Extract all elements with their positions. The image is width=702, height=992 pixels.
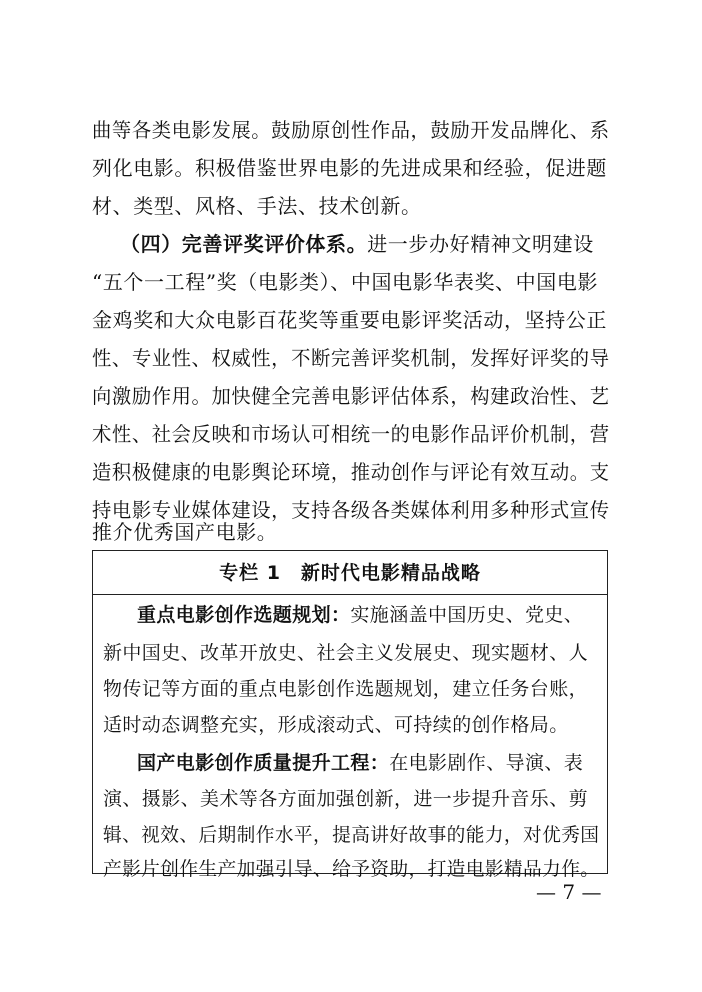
body-line: 推介优秀国产电影。 — [92, 520, 278, 544]
body-line: 列化电影。积极借鉴世界电影的先进成果和经验，促进题 — [92, 156, 607, 180]
section-4-heading: （四）完善评奖评价体系。 — [120, 232, 368, 256]
column-line: 适时动态调整充实，形成滚动式、可持续的创作格局。 — [103, 714, 569, 736]
body-line: 造积极健康的电影舆论环境，推动创作与评论有效互动。支 — [92, 460, 610, 484]
column-box-header — [93, 551, 607, 595]
column-box — [92, 550, 608, 880]
body-line: 性、专业性、权威性，不断完善评奖机制，发挥好评奖的导 — [92, 346, 610, 370]
section-4-text: 进一步办好精神文明建设 — [367, 232, 594, 256]
body-line: 曲等各类电影发展。鼓励原创性作品，鼓励开发品牌化、系 — [92, 118, 610, 142]
body-line: 金鸡奖和大众电影百花奖等重要电影评奖活动，坚持公正 — [92, 308, 607, 332]
body-line: 术性、社会反映和市场认可相统一的电影作品评价机制，营 — [92, 422, 610, 446]
column-line: 物传记等方面的重点电影创作选题规划，建立任务台账， — [103, 678, 589, 700]
column-item-1-first-line: 重点电影创作选题规划：实施涵盖中国历史、党史、 — [137, 604, 584, 626]
column-box-title: 专栏 1 新时代电影精品战略 — [219, 562, 481, 584]
section-4-first-line — [120, 232, 594, 256]
body-line: “五个一工程”奖（电影类）、中国电影华表奖、中国电影 — [92, 270, 599, 294]
page-number: — 7 — — [536, 880, 602, 904]
body-line: 材、类型、风格、手法、技术创新。 — [92, 194, 422, 218]
body-line: 持电影专业媒体建设，支持各级各类媒体利用多种形式宣传 — [92, 498, 610, 522]
column-item-1-heading: 重点电影创作选题规划： — [137, 604, 351, 626]
column-line: 演、摄影、美术等各方面加强创新，进一步提升音乐、剪 — [103, 788, 589, 810]
column-line: 新中国史、改革开放史、社会主义发展史、现实题材、人 — [103, 642, 589, 664]
body-line: 向激励作用。加快健全完善电影评估体系，构建政治性、艺 — [92, 384, 610, 408]
column-item-2-heading: 国产电影创作质量提升工程： — [137, 752, 390, 774]
column-line: 辑、视效、后期制作水平，提高讲好故事的能力，对优秀国 — [103, 824, 600, 846]
column-line: 产影片创作生产加强引导、给予资助，打造电影精品力作。 — [103, 858, 600, 880]
column-item-2-first-line: 国产电影创作质量提升工程：在电影剧作、导演、表 — [137, 752, 584, 774]
